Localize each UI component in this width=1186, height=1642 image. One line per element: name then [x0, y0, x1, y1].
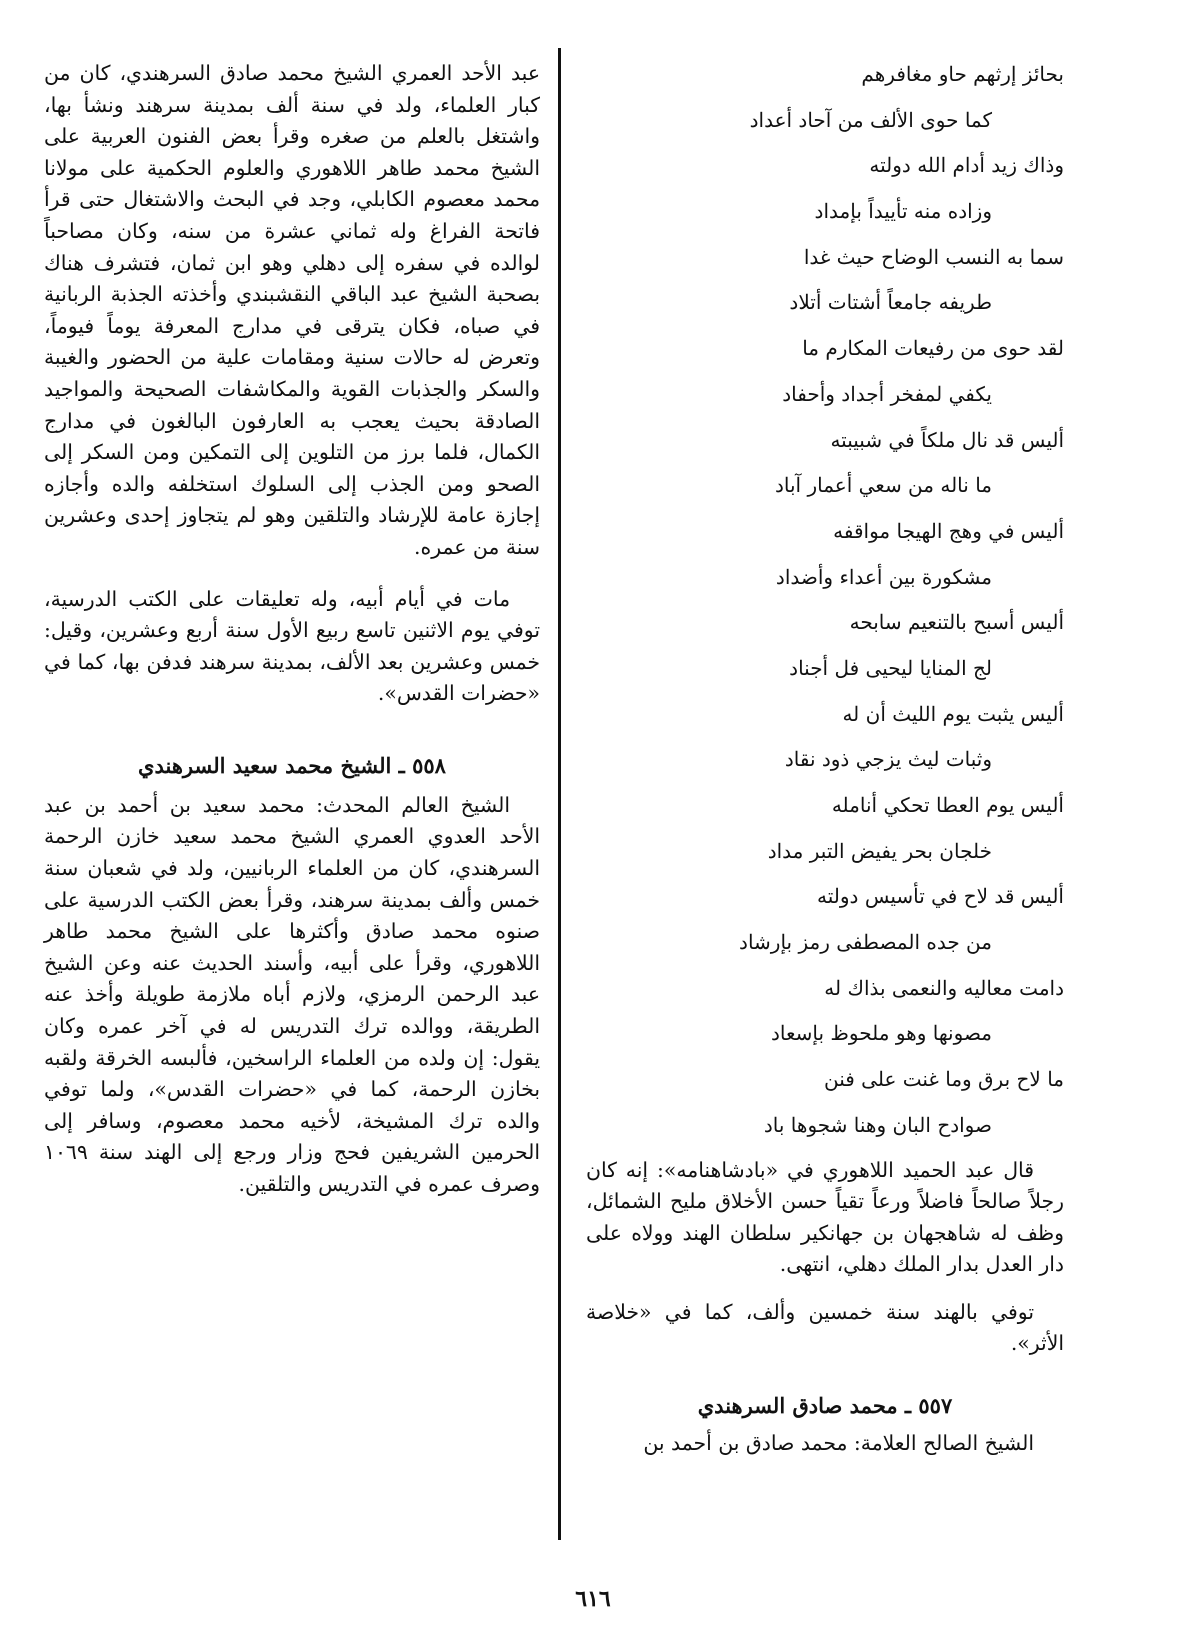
page-number: ٦١٦	[575, 1586, 611, 1612]
poem-line: من جده المصطفى رمز بإرشاد	[739, 930, 992, 955]
column-divider	[558, 48, 561, 1540]
entry-heading-558: ٥٥٨ ـ الشيخ محمد سعيد السرهندي	[138, 752, 446, 778]
poem-line: سما به النسب الوضاح حيث غدا	[803, 244, 1064, 269]
poem-line: طريفه جامعاً أشتات أتلاد	[789, 290, 992, 315]
poem-line: بحائز إرثهم حاو مغافرهم	[861, 62, 1064, 86]
poem-line: ما ناله من سعي أعمار آباد	[774, 473, 992, 498]
right-column	[586, 52, 1064, 1460]
paragraph: الشيخ الصالح العلامة: محمد صادق بن أحمد بن	[643, 1431, 1034, 1456]
poem-line: أليس يوم العطا تحكي أنامله	[831, 793, 1064, 817]
paragraph: الشيخ العالم المحدث: محمد سعيد بن أحمد بن عبد الأحد العدوي العمري الشيخ محمد سعيد خازن الرحمة السرهندي، كان من العلماء الربانيين، ولد في شعبان سنة خمس وألف بمدينة سرهند، وقرأ بعض الكتب الدرسية على صنوه محمد صادق وأكثرها على الشيخ محمد طاهر اللاهوري، وقرأ على أبيه، وأسند الحديث عنه وعن الشيخ عبد الرحمن الرمزي، ولازم أباه ملازمة طويلة وأخذ عنه الطريقة، ووالده ترك التدريس له في آخر عمره وكان يقول: إن ولده من العلماء الراسخين، فألبسه الخرقة ولقبه بخازن الرحمة، كما في «حضرات القدس»، ولما توفي والده ترك المشيخة، لأخيه محمد معصوم، وسافر إلى الحرمين الشريفين فحج وزار ورجع إلى الهند سنة ١٠٦٩ وصرف عمره في التدريس والتلقين.	[44, 792, 540, 1196]
poem-line: أليس قد نال ملكاً في شبيبته	[830, 427, 1064, 452]
paragraph: مات في أيام أبيه، وله تعليقات على الكتب الدرسية، توفي يوم الاثنين تاسع ربيع الأول سنة أربع وعشرين، وقيل: خمس وعشرين بعد الألف، بمدينة سرهند فدفن بها، كما في «حضرات القدس».	[44, 586, 540, 706]
paragraph: عبد الأحد العمري الشيخ محمد صادق السرهندي، كان من كبار العلماء، ولد في سنة ألف بمدينة سرهند ونشأ بها، واشتغل بالعلم من صغره وقرأ بعض الفنون العربية على الشيخ محمد طاهر اللاهوري والعلوم الحكمية على مولانا محمد معصوم الكابلي، وجد في البحث والاشتغال حتى قرأ فاتحة الفراغ وله ثماني عشرة من سنه، وكان مصاحباً لوالده في سفره إلى دهلي وهو ابن ثمان، فتشرف هناك بصحبة الشيخ عبد الباقي النقشبندي وأخذته الجذبة الربانية في صباه، فكان يترقى في مدارج المعرفة يوماً فيوماً، وتعرض له حالات سنية ومقامات علية من الحضور والغيبة والسكر والجذبات القوية والمكاشفات الصحيحة والمواجيد الصادقة بحيث يعجب به العارفون البالغون في مدارج الكمال، فلما برز من التلوين إلى التمكين ومن السكر إلى الصحو ومن الجذب إلى السلوك استخلفه والده وأجازه إجازة عامة للإرشاد والتلقين وهو لم يتجاوز إحدى وعشرين سنة من عمره.	[44, 61, 540, 559]
poem-line: يكفي لمفخر أجداد وأحفاد	[782, 381, 992, 406]
poem-line: خلجان بحر يفيض التبر مداد	[767, 838, 992, 863]
poem-line: وذاك زيد أدام الله دولته	[869, 153, 1064, 178]
poem-line: أليس في وهج الهيجا مواقفه	[833, 518, 1064, 543]
paragraph: توفي بالهند سنة خمسين وألف، كما في «خلاصة الأثر».	[586, 1299, 1064, 1356]
poem-line: وثبات ليث يزجي ذود نقاد	[784, 747, 992, 772]
poem	[586, 52, 1064, 1149]
poem-line: دامت معاليه والنعمى بذاك له	[824, 975, 1064, 1000]
poem-line: وزاده منه تأييداً بإمداد	[814, 199, 992, 224]
poem-line: أليس يثبت يوم الليث أن له	[842, 701, 1064, 726]
poem-line: كما حوى الألف من آحاد أعداد	[749, 107, 992, 132]
poem-line: لقد حوى من رفيعات المكارم ما	[802, 336, 1064, 361]
poem-line: أليس أسبح بالتنعيم سابحه	[849, 610, 1064, 635]
poem-line: مشكورة بين أعداء وأضداد	[775, 564, 992, 589]
poem-line: صوادح البان وهنا شجوها باد	[763, 1112, 992, 1137]
poem-line: ما لاح برق وما غنت على فنن	[823, 1067, 1064, 1092]
poem-line: مصونها وهو ملحوظ بإسعاد	[770, 1021, 992, 1046]
poem-line: أليس قد لاح في تأسيس دولته	[817, 884, 1064, 909]
left-column	[44, 52, 540, 1201]
entry-heading-557: ٥٥٧ ـ محمد صادق السرهندي	[697, 1393, 953, 1419]
paragraph: قال عبد الحميد اللاهوري في «بادشاهنامه»: إنه كان رجلاً صالحاً فاضلاً ورعاً تقياً حسن الأخلاق مليح الشمائل، وظف له شاهجهان بن جهانكير سلطان الهند وولاه على دار العدل بدار الملك دهلي، انتهى.	[586, 1157, 1064, 1277]
poem-line: لج المنايا ليحيى فل أجناد	[789, 655, 992, 680]
